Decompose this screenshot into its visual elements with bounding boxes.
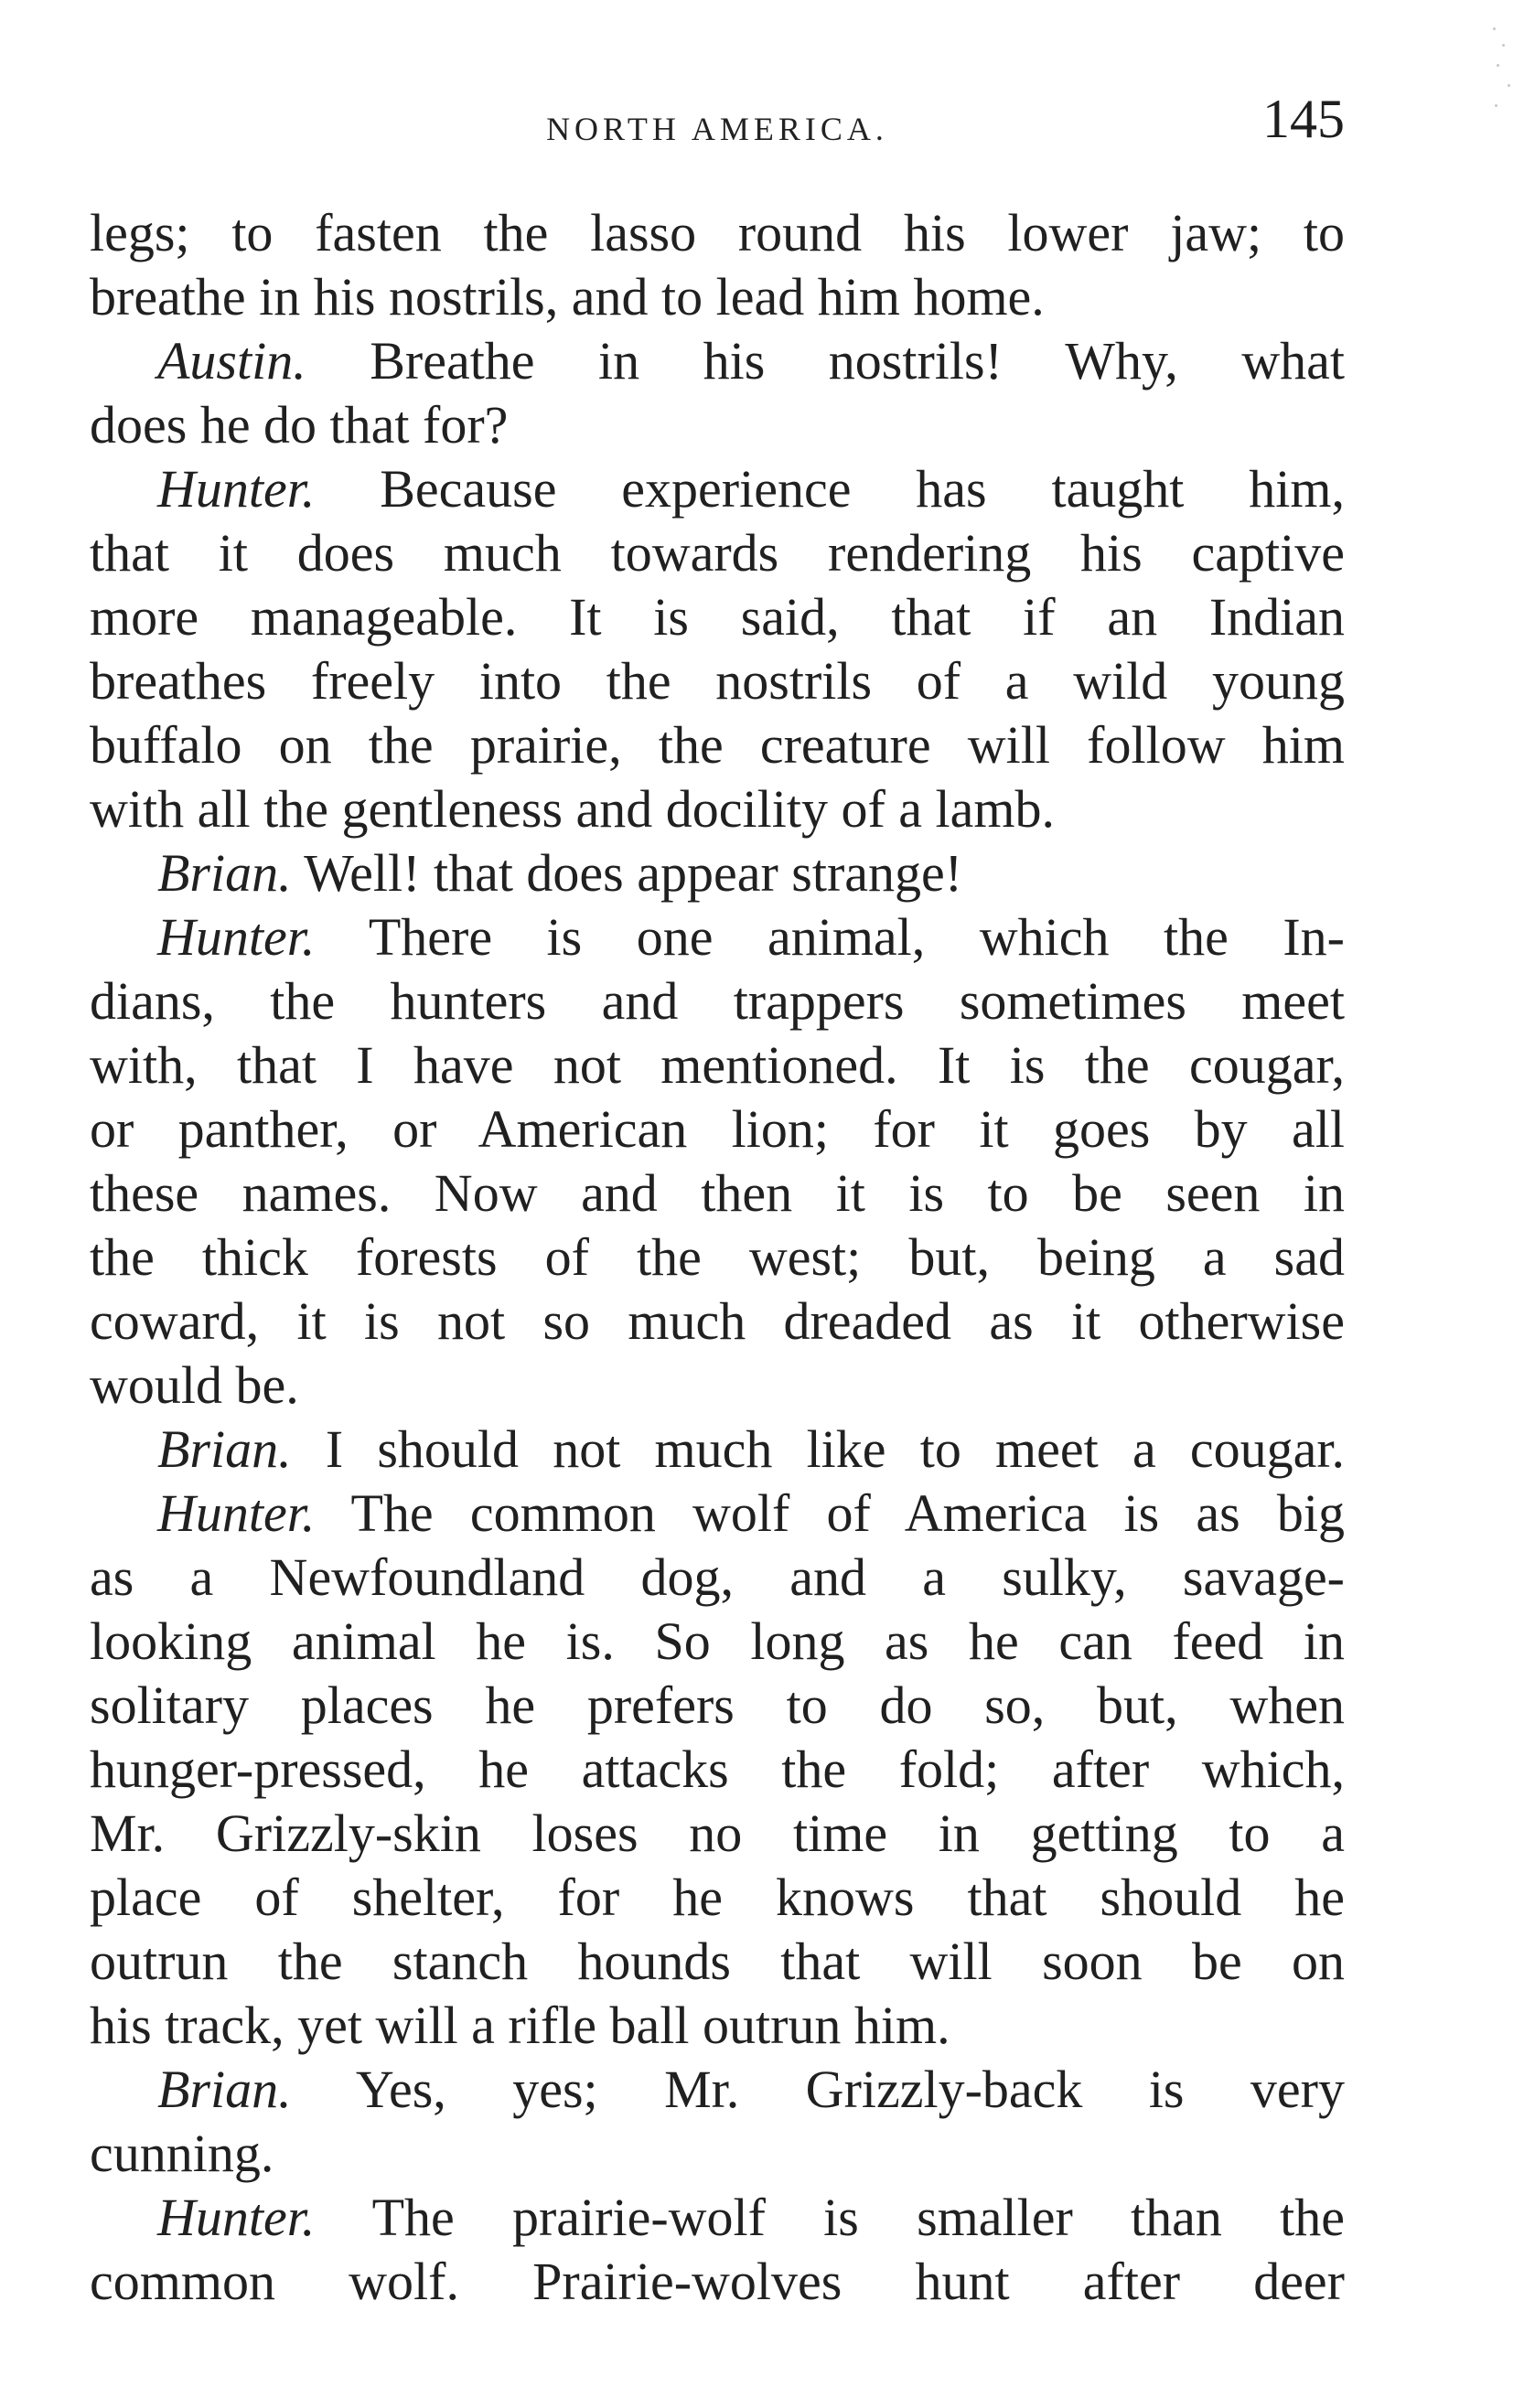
text-line: looking animal he is. So long as he can feed in	[90, 1611, 1345, 1671]
text-line: solitary places he prefers to do so, but, when	[90, 1675, 1345, 1735]
text-line: the thick forests of the west; but, being a sad	[90, 1227, 1345, 1287]
text-line: buffalo on the prairie, the creature will follow him	[90, 715, 1345, 775]
text-line: common wolf. Prairie-wolves hunt after deer	[90, 2252, 1345, 2311]
dialogue-text: Yes, yes; Mr. Grizzly-back is very	[291, 2060, 1345, 2119]
speaker-name: Hunter.	[157, 459, 316, 519]
text-line: breathe in his nostrils, and to lead him home.	[90, 267, 1045, 326]
dialogue-line	[90, 841, 1345, 905]
text-line: these names. Now and then it is to be seen in	[90, 1163, 1345, 1223]
text-line: Mr. Grizzly-skin loses no time in getting to a	[90, 1803, 1345, 1863]
text-line: would be.	[90, 1355, 299, 1415]
text-line: coward, it is not so much dreaded as it otherwise	[90, 1291, 1345, 1351]
text-line: place of shelter, for he knows that should he	[90, 1868, 1345, 1927]
running-title: NORTH AMERICA.	[546, 111, 888, 147]
speaker-name: Brian.	[157, 1419, 292, 1479]
dialogue-line	[90, 2186, 1345, 2250]
dialogue-line	[90, 905, 1345, 969]
dialogue-text: The prairie-wolf is smaller than the	[315, 2188, 1345, 2247]
dialogue-text: Because experience has taught him,	[315, 459, 1345, 519]
text-line: legs; to fasten the lasso round his lower jaw; to	[90, 203, 1345, 262]
dialogue-text: The common wolf of America is as big	[315, 1483, 1345, 1543]
speaker-name: Hunter.	[157, 2188, 316, 2247]
page-number: 145	[1262, 89, 1345, 149]
speaker-name: Hunter.	[157, 907, 316, 967]
text-line: with all the gentleness and docility of a lamb.	[90, 779, 1056, 839]
speaker-name: Hunter.	[157, 1483, 316, 1543]
speaker-name: Austin.	[157, 331, 306, 391]
scan-specks	[1489, 27, 1517, 137]
text-line: that it does much towards rendering his captive	[90, 523, 1345, 583]
speaker-name: Brian.	[157, 843, 292, 903]
dialogue-line	[90, 457, 1345, 521]
text-line: cunning.	[90, 2124, 274, 2183]
text-line: does he do that for?	[90, 395, 509, 455]
dialogue-text: Well! that does appear strange!	[291, 843, 963, 903]
dialogue-line	[90, 2058, 1345, 2122]
text-line: outrun the stanch hounds that will soon be on	[90, 1932, 1345, 1991]
dialogue-line	[90, 1418, 1345, 1482]
text-line: breathes freely into the nostrils of a wild young	[90, 651, 1345, 711]
text-line: dians, the hunters and trappers sometimes meet	[90, 971, 1345, 1031]
dialogue-text: There is one animal, which the In-	[315, 907, 1345, 967]
text-line: with, that I have not mentioned. It is the cougar,	[90, 1035, 1345, 1095]
text-line: his track, yet will a rifle ball outrun him.	[90, 1996, 950, 2055]
running-head	[90, 82, 1345, 165]
dialogue-text: I should not much like to meet a cougar.	[291, 1419, 1345, 1479]
dialogue-line	[90, 1482, 1345, 1546]
text-line: as a Newfoundland dog, and a sulky, savage-	[90, 1547, 1345, 1607]
text-line: hunger-pressed, he attacks the fold; after which,	[90, 1739, 1345, 1799]
dialogue-line	[90, 329, 1345, 393]
speaker-name: Brian.	[157, 2060, 292, 2119]
text-line: more manageable. It is said, that if an Indian	[90, 587, 1345, 647]
text-line: or panther, or American lion; for it goes by all	[90, 1099, 1345, 1159]
dialogue-text: Breathe in his nostrils! Why, what	[306, 331, 1345, 391]
body-text	[90, 201, 1345, 2314]
